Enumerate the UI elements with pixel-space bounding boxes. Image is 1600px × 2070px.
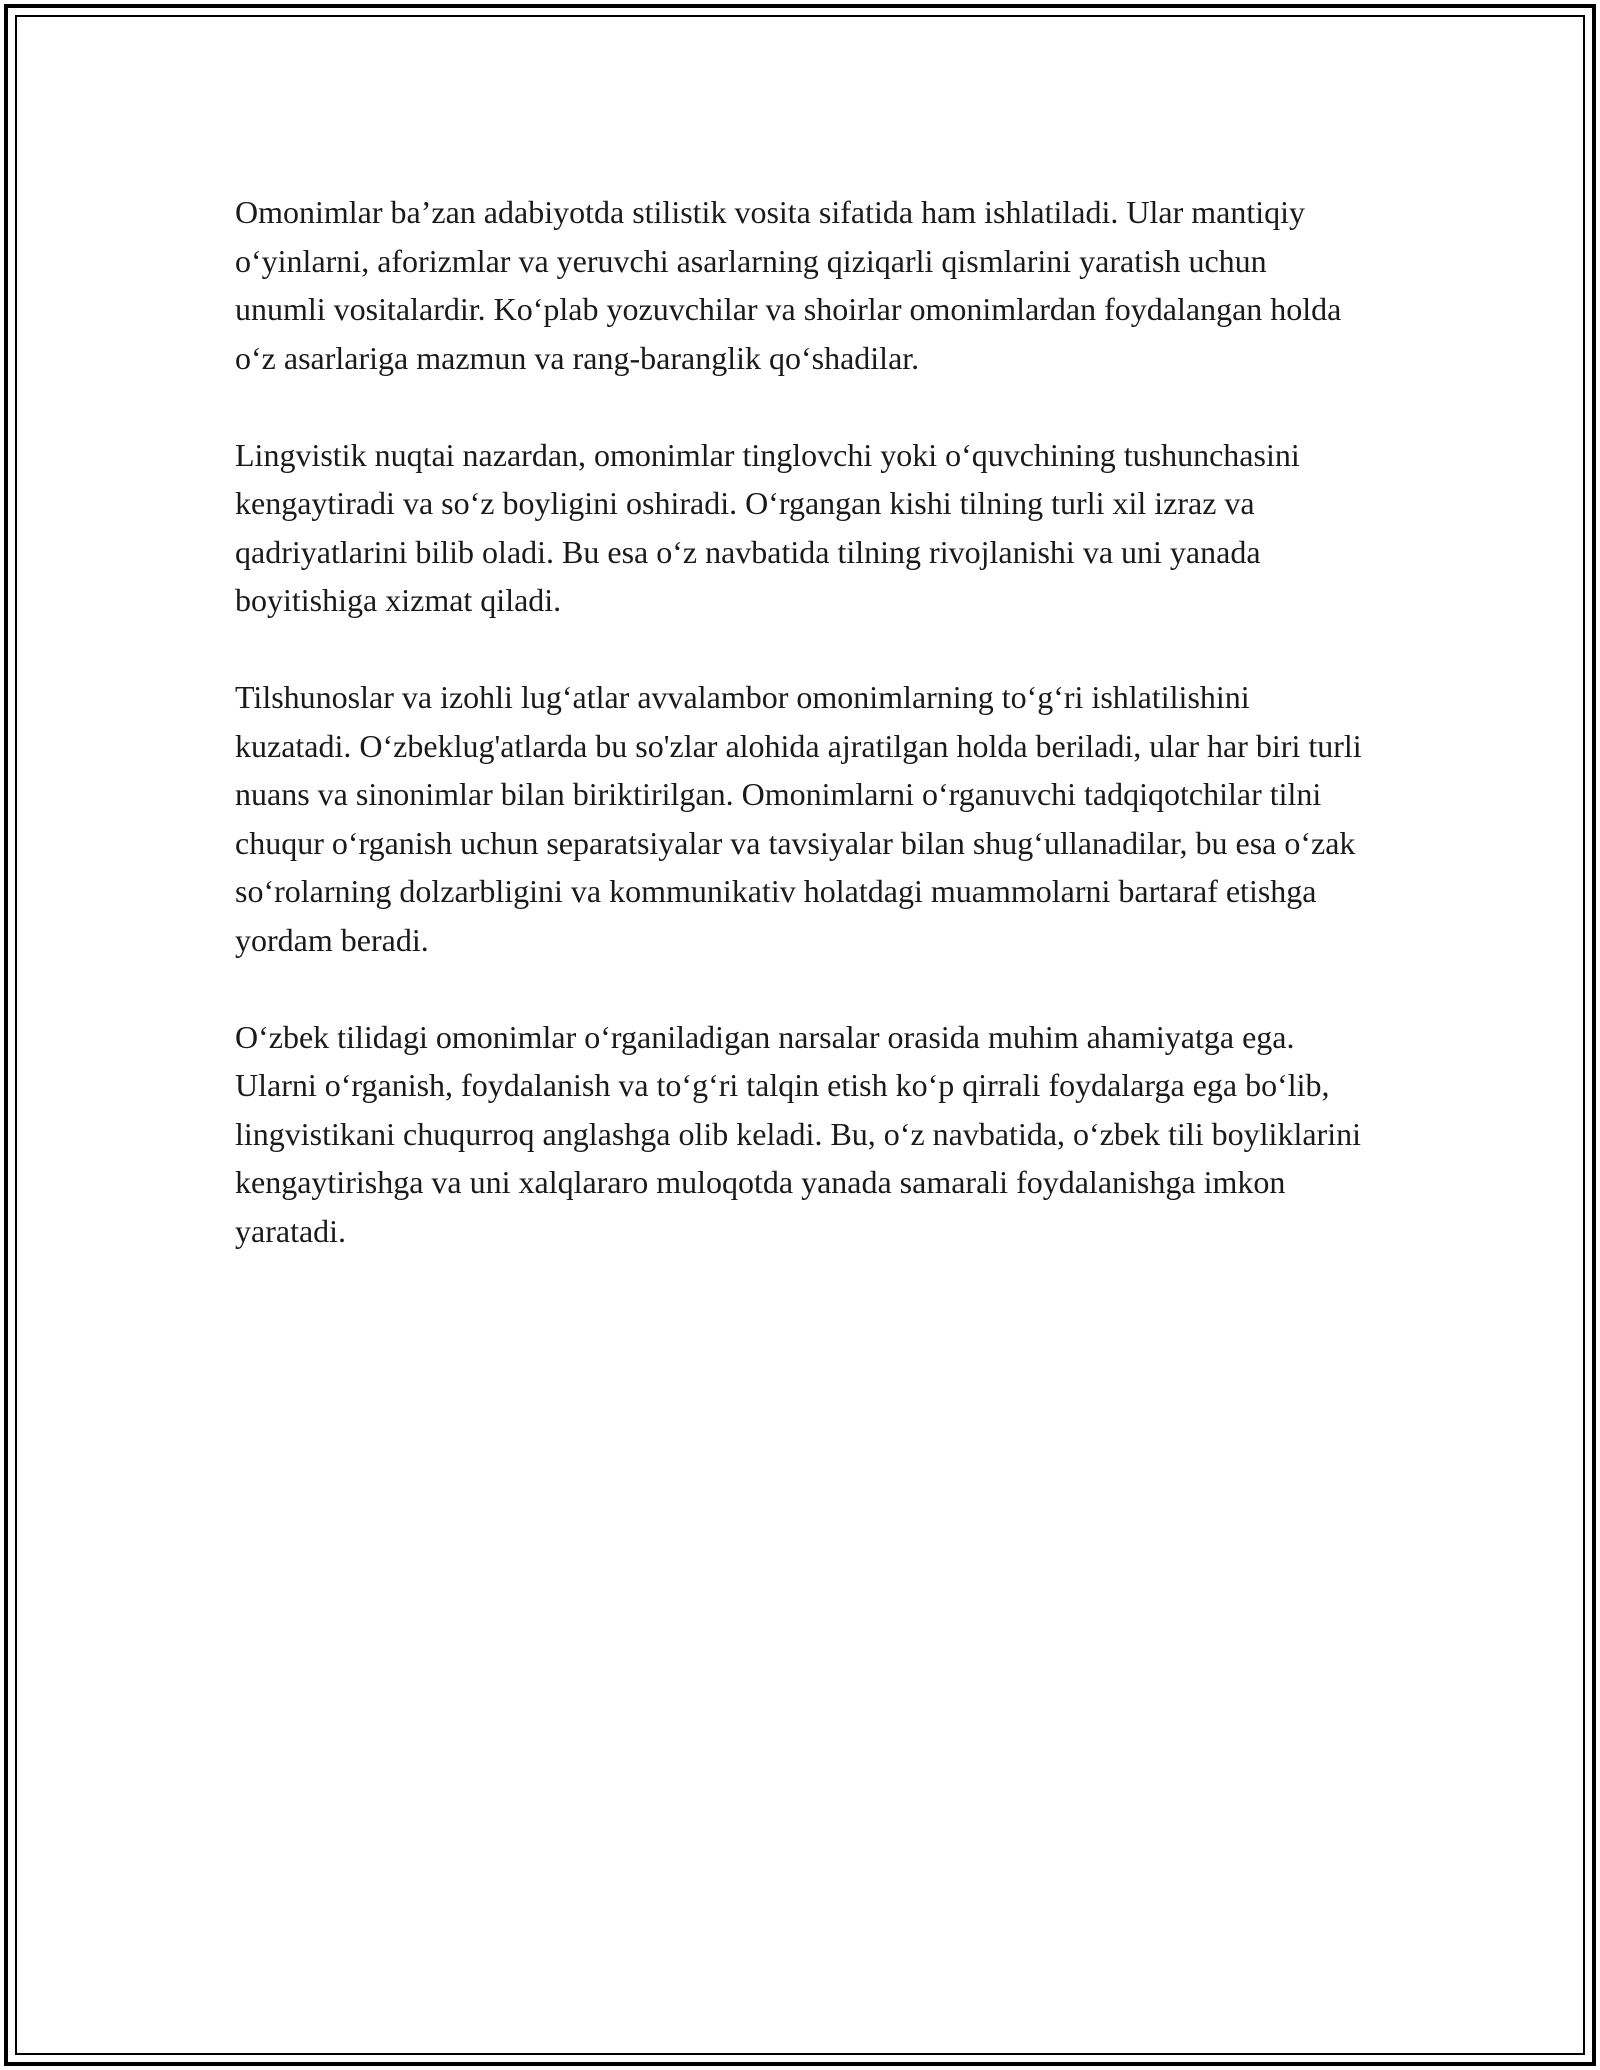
paragraph-2: Lingvistik nuqtai nazardan, omonimlar tinglovchi yoki o‘quvchining tushunchasini kengaytiradi va so‘z boyligini oshiradi. O‘rgangan kishi tilning turli xil izraz va qadriyatlarini bilib oladi. Bu esa o‘z navbatida tilning rivojlanishi va uni yanada boyitishiga xizmat qiladi. [235, 436, 1300, 618]
paragraph-3: Tilshunoslar va izohli lug‘atlar avvalambor omonimlarning to‘g‘ri ishlatilishini kuzatadi. O‘zbeklug'atlarda bu so'zlar alohida ajratilgan holda beriladi, ular har biri turli nuans va sinonimlar bilan biriktirilgan. Omonimlarni o‘rganuvchi tadqiqotchilar tilni chuqur o‘rganish uchun separatsiyalar va tavsiyalar bilan shug‘ullanadilar, bu esa o‘zak so‘rolarning dolzarbligini va kommunikativ holatdagi muammolarni bartaraf etishga yordam beradi. [235, 679, 1362, 958]
document-body [235, 188, 1365, 1255]
paragraph-4: O‘zbek tilidagi omonimlar o‘rganiladigan narsalar orasida muhim ahamiyatga ega. Ularni o‘rganish, foydalanish va to‘g‘ri talqin etish ko‘p qirrali foydalarga ega bo‘lib, lingvistikani chuqurroq anglashga olib keladi. Bu, o‘z navbatida, o‘zbek tili boyliklarini kengaytirishga va uni xalqlararo muloqotda yanada samarali foydalanishga imkon yaratadi. [235, 1018, 1361, 1249]
paragraph-1: Omonimlar ba’zan adabiyotda stilistik vosita sifatida ham ishlatiladi. Ular mantiqiy o‘yinlarni, aforizmlar va yeruvchi asarlarning qiziqarli qismlarini yaratish uchun unumli vositalardir. Ko‘plab yozuvchilar va shoirlar omonimlardan foydalangan holda o‘z asarlariga mazmun va rang-baranglik qo‘shadilar. [235, 194, 1342, 376]
